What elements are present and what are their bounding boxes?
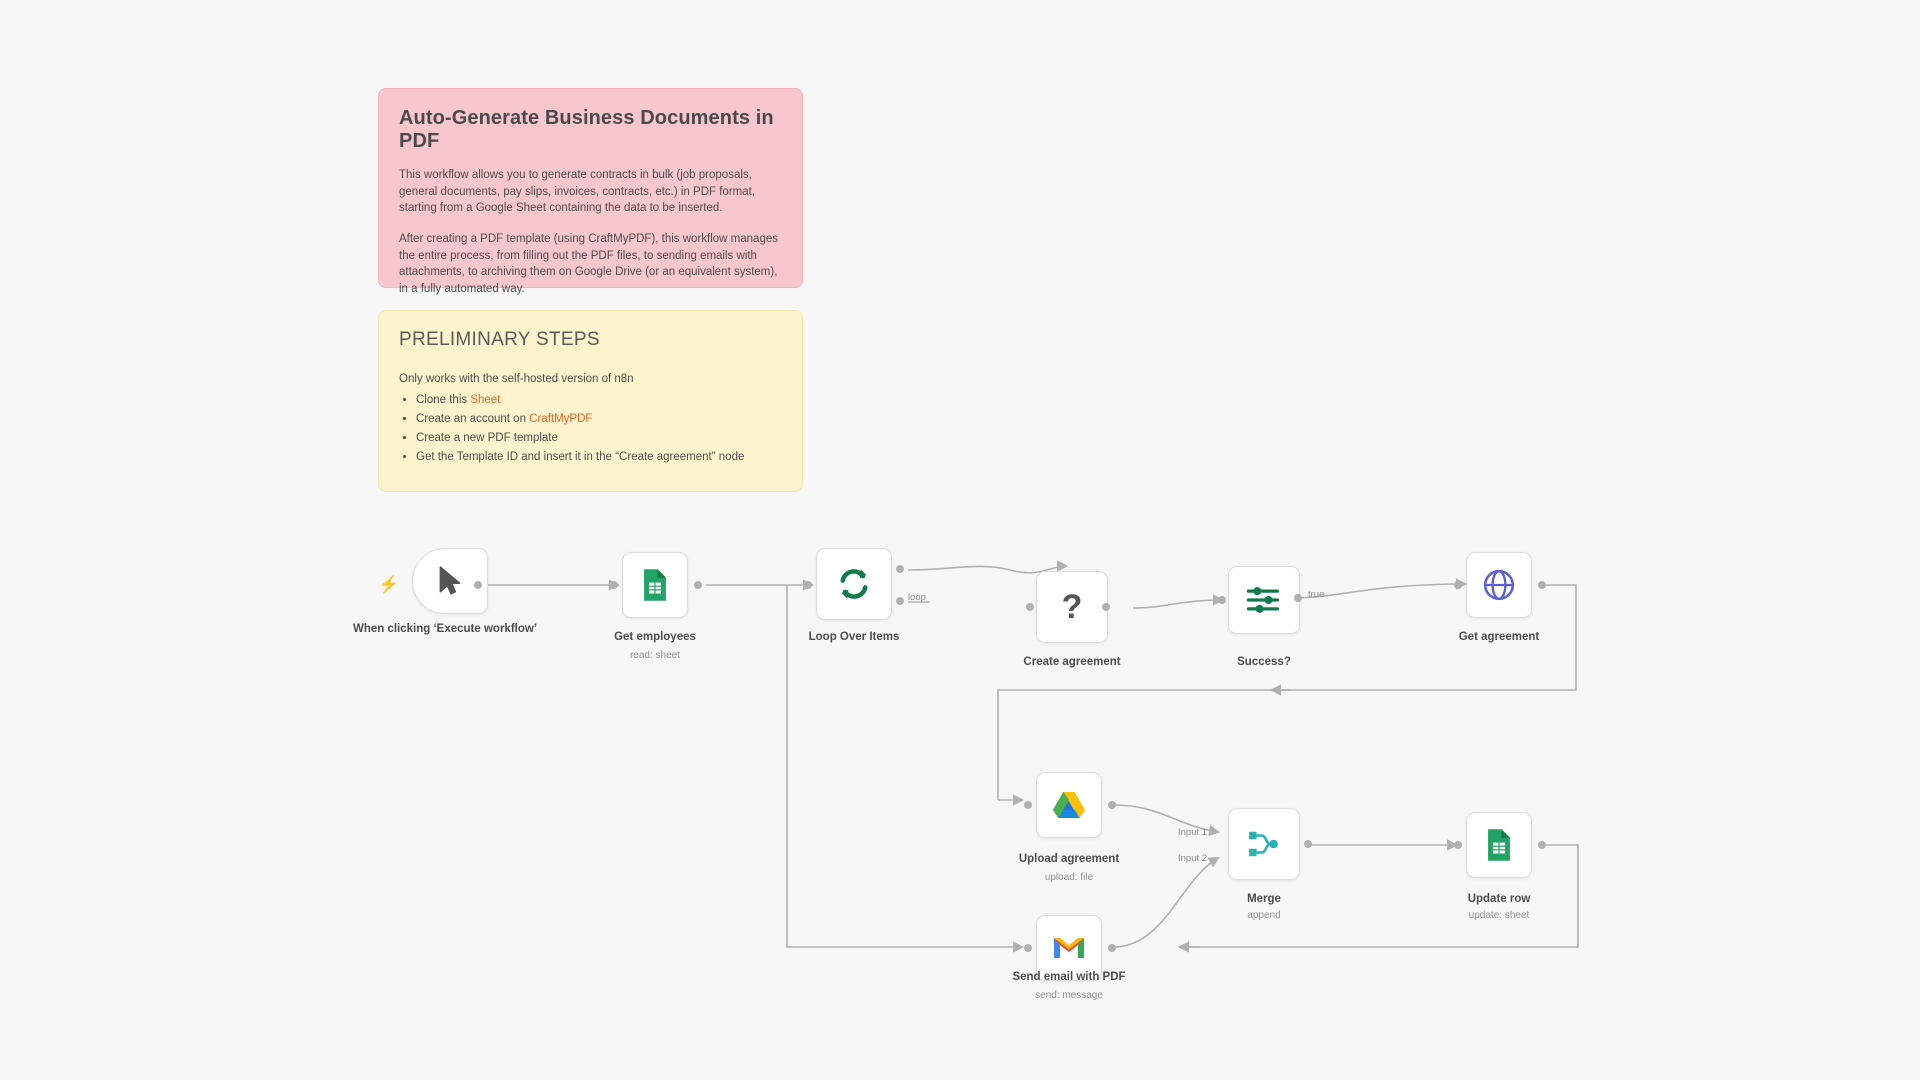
endpoint-dot[interactable] [1108,944,1116,952]
google-drive-icon [1052,789,1086,821]
node-get-employees[interactable] [622,552,688,618]
endpoint-dot[interactable] [1454,581,1462,589]
craftmypdf-link[interactable]: CraftMyPDF [529,412,593,425]
google-sheets-icon [1484,828,1514,862]
endpoint-dot-true[interactable] [1294,594,1302,602]
question-mark-icon: ? [1061,587,1083,626]
gmail-icon [1052,935,1086,961]
node-get-agreement[interactable] [1466,552,1532,618]
list-item [416,410,782,429]
list-item-text: Create an account on [416,412,530,425]
node-label-when-clicking-execute-workflow: When clicking ‘Execute workflow’ [352,623,538,635]
list-item-text: Clone this [416,394,471,406]
sticky-note-overview[interactable] [378,88,803,296]
google-sheets-icon [640,568,670,602]
node-label-get-employees: Get employees [614,631,696,643]
node-sublabel-merge: append [1247,910,1281,921]
merge-icon [1247,827,1281,861]
node-label-merge: Merge [1247,893,1281,905]
node-create-agreement[interactable] [1036,571,1108,643]
node-merge[interactable] [1228,808,1300,880]
node-sublabel-get-employees: read: sheet [629,650,681,661]
list-item [416,391,782,410]
node-label-upload-agreement: Upload agreement [1018,853,1120,865]
endpoint-dot-loop-done[interactable] [896,565,904,573]
node-success[interactable] [1228,566,1300,634]
endpoint-dot[interactable] [1454,841,1462,849]
node-sublabel-update-row: update: sheet [1468,910,1530,921]
endpoint-dot-loop[interactable] [896,597,904,605]
endpoint-dot[interactable] [610,581,618,589]
connection-label-input-2: Input 2 [1178,853,1208,864]
endpoint-dot[interactable] [1024,944,1032,952]
switch-icon [1244,583,1284,617]
globe-icon [1482,568,1516,602]
trigger-bolt-icon: ⚡ [378,575,400,594]
connection-label-true: true [1308,589,1325,600]
node-upload-agreement[interactable] [1036,772,1102,838]
endpoint-dot[interactable] [1538,581,1546,589]
endpoint-dot[interactable] [474,581,482,589]
loop-icon [836,566,872,602]
endpoint-dot[interactable] [1026,603,1034,611]
list-item [416,429,782,448]
sticky-note-overview-title: Auto-Generate Business Documents in PDF [399,107,774,152]
endpoint-dot[interactable] [1538,841,1546,849]
connection-label-input-1: Input 1 [1178,827,1208,838]
sticky-note-overview-paragraph-2: After creating a PDF template (using CraftMyPDF), this workflow manages the entire process, from filling out the PDF files, to sending emails with attachments, to archiving them on Google Drive (or an equivalent system), in a fully automated way. [399,233,778,296]
sheet-link[interactable]: Sheet [470,394,501,406]
node-label-update-row: Update row [1467,893,1531,905]
node-label-get-agreement: Get agreement [1458,631,1540,643]
endpoint-dot[interactable] [1218,596,1226,604]
node-sublabel-send-email-with-pdf: send: message [1035,990,1103,1001]
endpoint-dot[interactable] [694,581,702,589]
endpoint-dot[interactable] [1024,801,1032,809]
endpoint-dot[interactable] [1304,840,1312,848]
preliminary-steps-list [399,391,782,467]
list-item-text: Get the Template ID and insert it in the “Create agreement” node [416,450,745,463]
endpoint-dot[interactable] [1108,801,1116,809]
endpoint-dot[interactable] [1102,603,1110,611]
node-label-success: Success? [1237,656,1291,668]
connection-label-loop: loop [908,592,926,603]
list-item-text: Create a new PDF template [416,431,558,444]
node-label-send-email-with-pdf: Send email with PDF [1012,971,1126,983]
sticky-note-overview-paragraph-1: This workflow allows you to generate contracts in bulk (job proposals, general documents, pay slips, invoices, contracts, etc.) in PDF format, starting from a Google Sheet containing the data to be inserted. [399,169,756,215]
endpoint-dot[interactable] [804,581,812,589]
node-update-row[interactable] [1466,812,1532,878]
node-label-loop-over-items: Loop Over Items [808,631,900,643]
node-sublabel-upload-agreement: upload: file [1044,872,1094,883]
list-item [416,448,782,467]
cursor-icon [437,566,463,596]
sticky-note-preliminary[interactable] [378,310,803,492]
sticky-note-preliminary-lead: Only works with the self-hosted version of n8n [399,373,634,385]
node-label-create-agreement: Create agreement [1023,656,1121,668]
sticky-note-preliminary-title: PRELIMINARY STEPS [399,329,600,350]
node-loop-over-items[interactable] [816,548,892,620]
